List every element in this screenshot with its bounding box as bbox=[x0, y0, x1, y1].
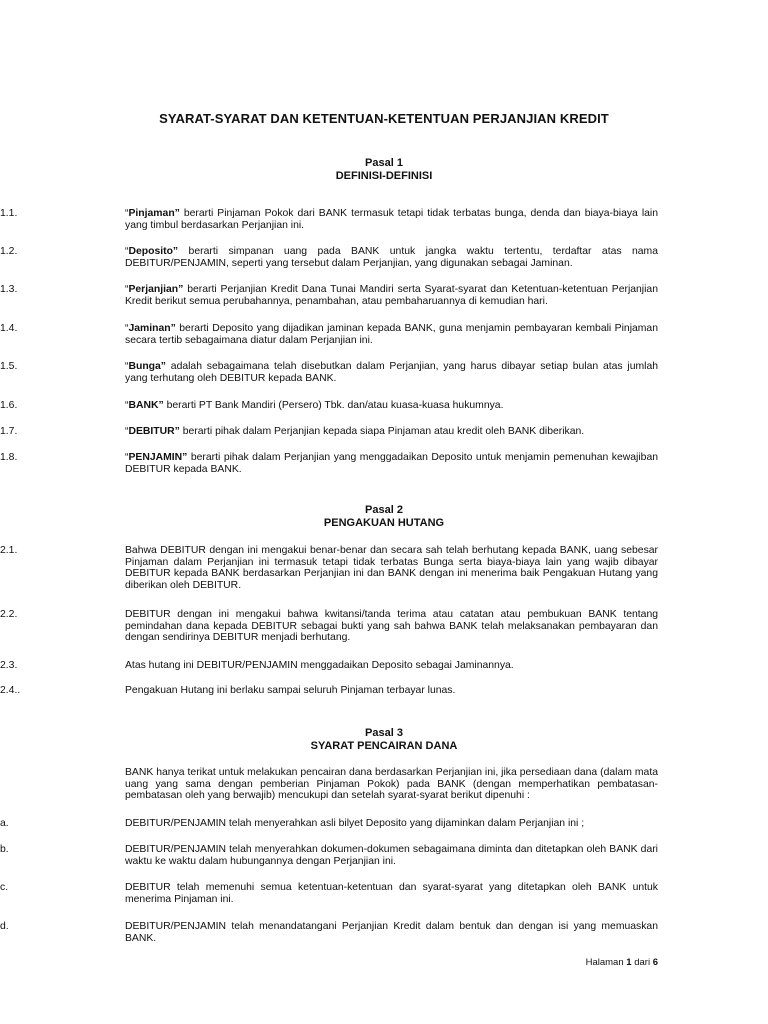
pasal-3-label: Pasal 3 bbox=[365, 727, 403, 739]
defined-term: BANK” bbox=[128, 400, 164, 411]
definition-text: berarti Perjanjian Kredit Dana Tunai Mandiri serta Syarat-syarat dan Ketentuan-ketentuan Perjanjian Kredit berikut semua perubahannya, penambahan, atau pembaharuannya di kemudian hari. bbox=[125, 284, 658, 307]
pasal-3-heading: SYARAT PENCAIRAN DANA bbox=[310, 740, 458, 752]
open-quote: “ bbox=[125, 361, 129, 372]
clause-item bbox=[0, 685, 658, 697]
definition-text: berarti Pinjaman Pokok dari BANK termasuk tetapi tidak terbatas bunga, denda dan biaya-biaya lain yang timbul berdasarkan Perjanjian ini. bbox=[125, 208, 658, 231]
clause-item bbox=[0, 545, 658, 592]
definition-text: berarti Deposito yang dijadikan jaminan kepada BANK, guna menjamin pembayaran kembali Pinjaman secara tertib sebagaimana diatur dalam Perjanjian ini. bbox=[125, 323, 658, 346]
item-number: 2.2. bbox=[0, 609, 18, 620]
item-letter: a. bbox=[0, 818, 9, 829]
clause-item bbox=[0, 609, 658, 644]
defined-term: Deposito” bbox=[128, 246, 179, 257]
item-letter: c. bbox=[0, 882, 9, 893]
condition-item bbox=[0, 921, 658, 944]
item-number: 1.6. bbox=[0, 400, 18, 411]
clause-item bbox=[0, 660, 658, 672]
item-number: 2.1. bbox=[0, 545, 18, 556]
open-quote: “ bbox=[125, 208, 129, 219]
defined-term: DEBITUR” bbox=[128, 426, 180, 437]
definition-item bbox=[0, 246, 658, 269]
definition-item bbox=[0, 400, 658, 412]
footer-mid: dari bbox=[634, 957, 651, 968]
open-quote: “ bbox=[125, 323, 129, 334]
definition-text: berarti simpanan uang pada BANK untuk jangka waktu tertentu, terdaftar atas nama DEBITUR/PENJAMIN, seperti yang tersebut dalam Perjanjian, yang digunakan sebagai Jaminan. bbox=[125, 246, 658, 269]
item-number: 1.4. bbox=[0, 323, 18, 334]
item-letter: d. bbox=[0, 921, 9, 932]
condition-item bbox=[0, 818, 658, 830]
open-quote: “ bbox=[125, 284, 129, 295]
open-quote: “ bbox=[125, 246, 129, 257]
item-number: 2.4.. bbox=[0, 685, 21, 696]
condition-text: DEBITUR/PENJAMIN telah menyerahkan asli bilyet Deposito yang dijaminkan dalam Perjanjian ini ; bbox=[125, 818, 585, 829]
condition-text: DEBITUR/PENJAMIN telah menyerahkan dokumen-dokumen sebagaimana diminta dan ditetapkan oleh BANK dari waktu ke waktu dalam hubungannya dengan Perjanjian ini. bbox=[125, 844, 658, 867]
definition-item bbox=[0, 452, 658, 475]
defined-term: PENJAMIN” bbox=[128, 452, 188, 463]
open-quote: “ bbox=[125, 400, 129, 411]
footer-prefix: Halaman bbox=[585, 957, 624, 968]
pasal-2-label: Pasal 2 bbox=[365, 504, 403, 516]
document-title: SYARAT-SYARAT DAN KETENTUAN-KETENTUAN PERJANJIAN KREDIT bbox=[159, 111, 609, 126]
open-quote: “ bbox=[125, 426, 129, 437]
item-number: 1.3. bbox=[0, 284, 18, 295]
pasal-2-heading: PENGAKUAN HUTANG bbox=[323, 517, 445, 529]
condition-text: DEBITUR/PENJAMIN telah menandatangani Perjanjian Kredit dalam bentuk dan dengan isi yang memuaskan BANK. bbox=[125, 921, 658, 944]
pasal-1-heading: DEFINISI-DEFINISI bbox=[335, 170, 433, 182]
item-number: 1.1. bbox=[0, 208, 18, 219]
condition-item bbox=[0, 882, 658, 905]
clause-text: Bahwa DEBITUR dengan ini mengakui benar-benar dan secara sah telah berhutang kepada BANK, uang sebesar Pinjaman dalam Perjanjian ini termasuk tetapi tidak terbatas Bunga serta biaya-biaya lain yang wajib dibayar DEBITUR kepada BANK berdasarkan Perjanjian ini dan BANK dengan ini menerima baik Pengakuan Hutang yang diberikan oleh DEBITUR. bbox=[125, 545, 658, 592]
open-quote: “ bbox=[125, 452, 129, 463]
definition-text: adalah sebagaimana telah disebutkan dalam Perjanjian, yang harus dibayar setiap bulan atas jumlah yang terhutang oleh DEBITUR kepada BANK. bbox=[125, 361, 658, 384]
clause-text: Atas hutang ini DEBITUR/PENJAMIN menggadaikan Deposito sebagai Jaminannya. bbox=[125, 660, 514, 671]
definition-item bbox=[0, 361, 658, 384]
pasal-1-label: Pasal 1 bbox=[365, 157, 403, 169]
item-number: 1.5. bbox=[0, 361, 18, 372]
defined-term: Bunga” bbox=[128, 361, 166, 372]
item-letter: b. bbox=[0, 844, 9, 855]
definition-text: berarti PT Bank Mandiri (Persero) Tbk. dan/atau kuasa-kuasa hukumnya. bbox=[163, 400, 504, 411]
defined-term: Pinjaman” bbox=[128, 208, 180, 219]
pasal-3-intro: BANK hanya terikat untuk melakukan pencairan dana berdasarkan Perjanjian ini, jika persediaan dana (dalam mata uang yang sama dengan pemberian Pinjaman Pokok) pada BANK (dengan memperhatikan pembatasan-pembatasan oleh yang berwajib) mencukupi dan setelah syarat-syarat berikut dipenuhi : bbox=[125, 767, 658, 802]
clause-text: DEBITUR dengan ini mengakui bahwa kwitansi/tanda terima atau catatan atau pembukuan BANK tentang pemindahan dana kepada DEBITUR sebagai bukti yang sah bahwa BANK telah melaksanakan pembayaran dan dengan sendirinya DEBITUR menjadi berhutang. bbox=[125, 609, 658, 644]
current-page-number: 1 bbox=[626, 957, 632, 968]
page-footer bbox=[586, 957, 658, 968]
definition-item bbox=[0, 208, 658, 231]
defined-term: Jaminan” bbox=[128, 323, 176, 334]
definition-text: berarti pihak dalam Perjanjian yang menggadaikan Deposito untuk menjamin pemenuhan kewajiban DEBITUR kepada BANK. bbox=[125, 452, 658, 475]
definition-item bbox=[0, 323, 658, 346]
definition-item bbox=[0, 284, 658, 307]
condition-item bbox=[0, 844, 658, 867]
defined-term: Perjanjian” bbox=[128, 284, 184, 295]
condition-text: DEBITUR telah memenuhi semua ketentuan-ketentuan dan syarat-syarat yang ditetapkan oleh BANK untuk menerima Pinjaman ini. bbox=[125, 882, 658, 905]
item-number: 1.2. bbox=[0, 246, 18, 257]
item-number: 1.8. bbox=[0, 452, 18, 463]
definition-text: berarti pihak dalam Perjanjian kepada siapa Pinjaman atau kredit oleh BANK diberikan. bbox=[179, 426, 585, 437]
clause-text: Pengakuan Hutang ini berlaku sampai seluruh Pinjaman terbayar lunas. bbox=[125, 685, 456, 696]
total-pages: 6 bbox=[652, 957, 658, 968]
item-number: 2.3. bbox=[0, 660, 18, 671]
definition-item bbox=[0, 426, 658, 438]
item-number: 1.7. bbox=[0, 426, 18, 437]
